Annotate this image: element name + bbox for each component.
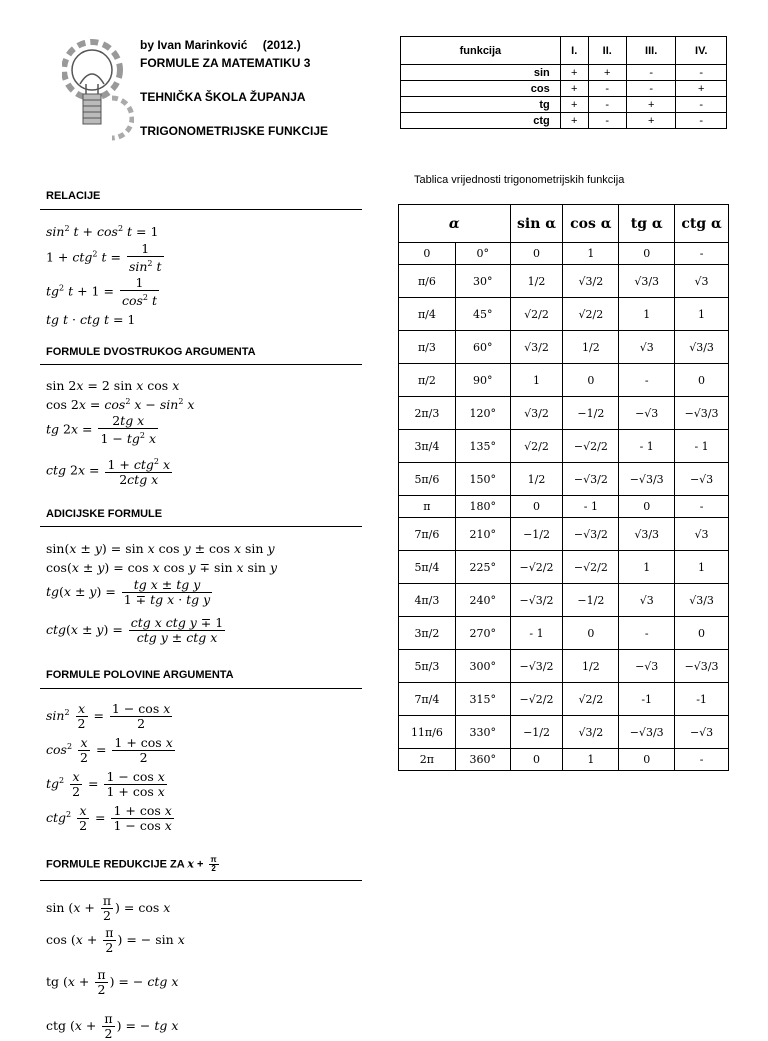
table-cell: 0	[619, 496, 675, 518]
divider	[40, 364, 362, 365]
table-cell: −√2/2	[510, 551, 563, 584]
table-cell: -	[675, 749, 729, 771]
table-cell: 1/2	[510, 463, 563, 496]
section-dvostruki: FORMULE DVOSTRUKOG ARGUMENTA	[46, 346, 256, 358]
table-cell: 135°	[455, 430, 510, 463]
formula: tg(x ± y) = $\frac{\text{tg x ± tg y}}{\text{1 ∓ tg x · tg y}}$	[46, 577, 211, 607]
table-cell: -	[676, 65, 727, 81]
column-header: α	[399, 205, 511, 243]
table-cell: 120°	[455, 397, 510, 430]
formula: $tg^2$ t + 1 = $\frac{1}{\cos^2 t}$	[46, 275, 157, 309]
table-row	[399, 496, 729, 518]
table-cell: √3/3	[619, 265, 675, 298]
formula: sin 2x = 2 sin x cos x	[46, 378, 180, 393]
table-cell: 330°	[455, 716, 510, 749]
table-cell: √3	[619, 331, 675, 364]
table-header-row	[401, 37, 727, 65]
table-cell: 270°	[455, 617, 510, 650]
table-cell: −1/2	[563, 584, 619, 617]
section-adicijske: ADICIJSKE FORMULE	[46, 508, 163, 520]
table-cell: -	[588, 97, 626, 113]
table-cell: √3	[675, 518, 729, 551]
table-cell: 5π/3	[399, 650, 456, 683]
table-cell: π/3	[399, 331, 456, 364]
formula: cos(x ± y) = cos x cos y ∓ sin x sin y	[46, 560, 278, 575]
formula: $\sin^2$ $\frac{x}{2}$ = $\frac{\text{1 − cos x}}{2}$	[46, 701, 171, 731]
table-cell: 0	[619, 243, 675, 265]
table-cell: -	[588, 81, 626, 97]
table-cell: -1	[675, 683, 729, 716]
table-cell: 180°	[455, 496, 510, 518]
table-cell: 3π/2	[399, 617, 456, 650]
formula: ctg (x + $\frac{\pi}{2}$ ) = − tg x	[46, 1011, 179, 1041]
table-cell: 11π/6	[399, 716, 456, 749]
table-cell: 45°	[455, 298, 510, 331]
divider	[40, 209, 362, 210]
table-cell: 7π/6	[399, 518, 456, 551]
table-cell: 1/2	[563, 650, 619, 683]
table-cell: - 1	[510, 617, 563, 650]
section-relacije: RELACIJE	[46, 190, 101, 202]
table-cell: 1	[563, 243, 619, 265]
school-name: TEHNIČKA ŠKOLA ŽUPANJA	[140, 90, 306, 104]
table-cell: 4π/3	[399, 584, 456, 617]
table-cell: −√3/2	[563, 463, 619, 496]
author: by Ivan Marinković	[140, 38, 248, 52]
formula: ctg$^2$ $\frac{x}{2}$ = $\frac{\text{1 + cos x}}{\text{1 − cos x}}$	[46, 803, 172, 833]
table-cell: −√3	[619, 397, 675, 430]
table-header-row	[399, 205, 729, 243]
table-cell: −√3/2	[563, 518, 619, 551]
table-row	[399, 397, 729, 430]
table-cell: 360°	[455, 749, 510, 771]
table-cell: 0°	[455, 243, 510, 265]
column-header: IV.	[676, 37, 727, 65]
column-header: tg α	[619, 205, 675, 243]
table-cell: 1/2	[563, 331, 619, 364]
table-cell: √2/2	[510, 298, 563, 331]
table-row	[399, 683, 729, 716]
table-cell: √3/3	[619, 518, 675, 551]
formula: ctg(x ± y) = $\frac{\text{ctg x ctg y ∓ 1}}{\text{ctg y ± ctg x}}$	[46, 615, 224, 645]
table-row	[401, 65, 727, 81]
topic-title: TRIGONOMETRIJSKE FUNKCIJE	[140, 124, 329, 138]
column-header: cos α	[563, 205, 619, 243]
table-cell: +	[560, 113, 588, 129]
table-cell: −1/2	[510, 716, 563, 749]
table-cell: - 1	[675, 430, 729, 463]
table-cell: π/2	[399, 364, 456, 397]
table-cell: 1	[563, 749, 619, 771]
table-cell: - 1	[563, 496, 619, 518]
formula: sin (x + $\frac{\pi}{2}$ ) = cos x	[46, 893, 171, 923]
table-row	[399, 364, 729, 397]
table-cell: cos	[401, 81, 561, 97]
table-cell: √3	[619, 584, 675, 617]
table-row	[399, 265, 729, 298]
table-cell: -	[619, 364, 675, 397]
table-row	[399, 331, 729, 364]
table-cell: 225°	[455, 551, 510, 584]
table-cell: 2π	[399, 749, 456, 771]
table-cell: −√2/2	[563, 430, 619, 463]
divider	[40, 688, 362, 689]
table-cell: +	[626, 113, 676, 129]
table-cell: -	[588, 113, 626, 129]
formula: sin(x ± y) = sin x cos y ± cos x sin y	[46, 541, 275, 556]
formula: $\sin^2 t + \cos^2 t = 1$	[46, 224, 159, 240]
table-row	[399, 298, 729, 331]
table-cell: +	[560, 81, 588, 97]
table-cell: 0	[619, 749, 675, 771]
table-cell: −√2/2	[510, 683, 563, 716]
table-cell: 0	[510, 496, 563, 518]
table-cell: ctg	[401, 113, 561, 129]
table-cell: 315°	[455, 683, 510, 716]
table-cell: −1/2	[563, 397, 619, 430]
table-cell: 0	[399, 243, 456, 265]
column-header: I.	[560, 37, 588, 65]
table-cell: 240°	[455, 584, 510, 617]
table-cell: -	[676, 113, 727, 129]
table-row	[399, 518, 729, 551]
table-cell: √2/2	[563, 298, 619, 331]
table-cell: -	[626, 65, 676, 81]
table-cell: 0	[675, 617, 729, 650]
formula: $\cos^2$ $\frac{x}{2}$ = $\frac{\text{1 + cos x}}{2}$	[46, 735, 173, 765]
table-row	[399, 716, 729, 749]
table-row	[399, 430, 729, 463]
table-row	[399, 551, 729, 584]
column-header: III.	[626, 37, 676, 65]
table-cell: 0	[675, 364, 729, 397]
table-cell: +	[676, 81, 727, 97]
table-cell: +	[560, 65, 588, 81]
table-cell: -	[675, 243, 729, 265]
formula: tg (x + $\frac{\pi}{2}$ ) = − ctg x	[46, 967, 179, 997]
table-row	[399, 749, 729, 771]
table-cell: π/4	[399, 298, 456, 331]
formula: tg t · ctg t = 1	[46, 312, 136, 327]
table-row	[399, 650, 729, 683]
formula: cos (x + $\frac{\pi}{2}$ ) = − sin x	[46, 925, 185, 955]
doc-title: FORMULE ZA MATEMATIKU 3	[140, 56, 311, 70]
table-cell: √3/2	[510, 331, 563, 364]
table-cell: 5π/6	[399, 463, 456, 496]
table-cell: √3/3	[675, 584, 729, 617]
column-header: funkcija	[401, 37, 561, 65]
table-cell: √3/2	[563, 265, 619, 298]
table-cell: 1	[675, 298, 729, 331]
formula: tg 2x = $\frac{\text{2tg x}}{1 - tg^2 x}$	[46, 413, 156, 447]
table-cell: 150°	[455, 463, 510, 496]
formula: $\cos 2x = \cos^2 x - \sin^2 x$	[46, 397, 195, 413]
table-cell: −√3/2	[510, 584, 563, 617]
table-cell: - 1	[619, 430, 675, 463]
values-table-caption: Tablica vrijednosti trigonometrijskih funkcija	[414, 174, 625, 186]
table-row	[399, 243, 729, 265]
table-row	[401, 113, 727, 129]
table-cell: −√3	[675, 716, 729, 749]
table-cell: -1	[619, 683, 675, 716]
table-cell: -	[676, 97, 727, 113]
column-header: sin α	[510, 205, 563, 243]
table-cell: 7π/4	[399, 683, 456, 716]
table-cell: 210°	[455, 518, 510, 551]
table-row	[399, 584, 729, 617]
table-cell: −√3/3	[675, 650, 729, 683]
light-bulb-gear-icon	[62, 38, 134, 148]
formula: $tg^2$ $\frac{x}{2}$ = $\frac{\text{1 − cos x}}{\text{1 + cos x}}$	[46, 769, 165, 799]
table-cell: 0	[510, 749, 563, 771]
table-cell: 300°	[455, 650, 510, 683]
quadrant-sign-table	[400, 36, 727, 129]
table-cell: −√3/3	[619, 463, 675, 496]
table-cell: 1	[619, 298, 675, 331]
table-cell: 0	[510, 243, 563, 265]
section-redukcije: FORMULE REDUKCIJE ZA x + $\frac{\pi}{2}$	[46, 855, 217, 873]
table-cell: 1	[510, 364, 563, 397]
table-row	[399, 617, 729, 650]
table-cell: +	[588, 65, 626, 81]
formula: ctg 2x = $\frac{1 + ctg^2 x}{\text{2ctg x}}$	[46, 457, 170, 488]
table-cell: 1	[619, 551, 675, 584]
table-cell: sin	[401, 65, 561, 81]
table-cell: 0	[563, 364, 619, 397]
column-header: ctg α	[675, 205, 729, 243]
table-cell: √3/2	[510, 397, 563, 430]
table-cell: √3/2	[563, 716, 619, 749]
table-cell: −√3	[675, 463, 729, 496]
table-cell: π	[399, 496, 456, 518]
section-polovine: FORMULE POLOVINE ARGUMENTA	[46, 669, 234, 681]
table-cell: tg	[401, 97, 561, 113]
table-cell: −√2/2	[563, 551, 619, 584]
table-row	[401, 97, 727, 113]
table-cell: −√3/2	[510, 650, 563, 683]
table-cell: √3/3	[675, 331, 729, 364]
table-cell: 5π/4	[399, 551, 456, 584]
column-header: II.	[588, 37, 626, 65]
table-cell: π/6	[399, 265, 456, 298]
table-cell: −1/2	[510, 518, 563, 551]
table-cell: −√3	[619, 650, 675, 683]
table-cell: √3	[675, 265, 729, 298]
table-cell: √2/2	[510, 430, 563, 463]
year: (2012.)	[262, 38, 301, 52]
table-cell: 2π/3	[399, 397, 456, 430]
table-cell: -	[675, 496, 729, 518]
table-cell: −√3/3	[675, 397, 729, 430]
table-cell: +	[560, 97, 588, 113]
table-cell: -	[626, 81, 676, 97]
table-cell: 3π/4	[399, 430, 456, 463]
divider	[40, 880, 362, 881]
table-row	[399, 463, 729, 496]
table-cell: 1/2	[510, 265, 563, 298]
table-cell: −√3/3	[619, 716, 675, 749]
table-cell: 90°	[455, 364, 510, 397]
divider	[40, 526, 362, 527]
table-cell: 30°	[455, 265, 510, 298]
values-table	[398, 204, 729, 771]
table-row	[401, 81, 727, 97]
table-cell: 1	[675, 551, 729, 584]
table-cell: 60°	[455, 331, 510, 364]
formula: 1 + ctg$^2$ t = $\frac{1}{\sin^2 t}$	[46, 241, 162, 275]
table-cell: -	[619, 617, 675, 650]
author-line	[140, 38, 301, 53]
section-redukcije-label: FORMULE REDUKCIJE ZA	[46, 858, 185, 871]
table-cell: √2/2	[563, 683, 619, 716]
table-cell: +	[626, 97, 676, 113]
table-cell: 0	[563, 617, 619, 650]
